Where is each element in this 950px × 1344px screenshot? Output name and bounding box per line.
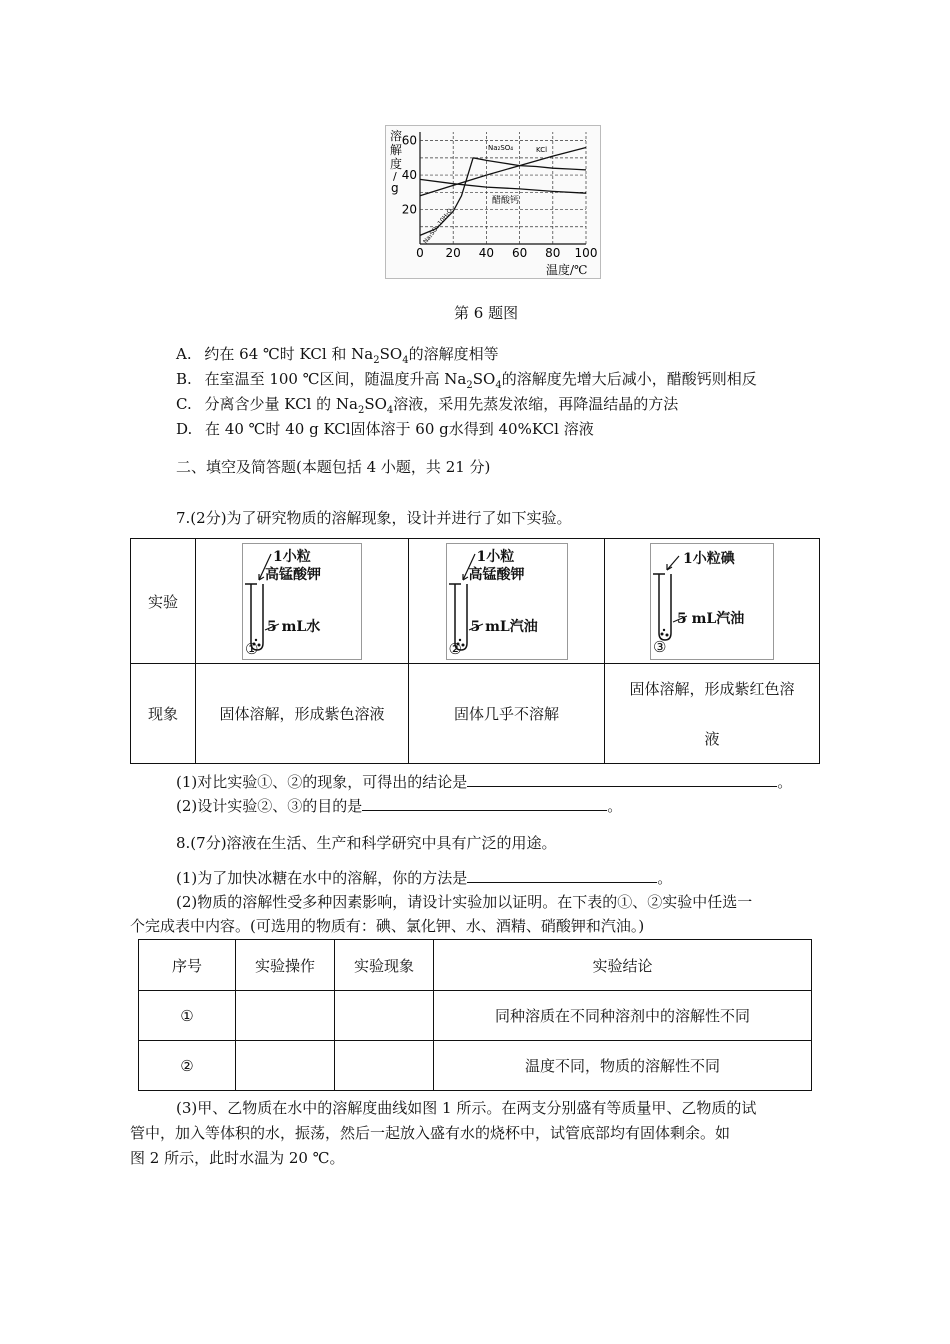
figure-caption: 第 6 题图 xyxy=(454,304,519,322)
q7-tube-3-liquid: 5 mL汽油 xyxy=(677,610,745,627)
option-d-text: 在 40 ℃时 40 g KCl固体溶于 60 g水得到 40%KCl 溶液 xyxy=(205,420,594,438)
x-tick-label: 60 xyxy=(511,246,528,260)
q7-tube-figure-1 xyxy=(242,543,362,660)
option-d xyxy=(176,418,594,439)
q7-sub2 xyxy=(176,795,622,816)
y-tick-label: 40 xyxy=(401,168,417,183)
option-a-letter: A. xyxy=(176,345,192,363)
q8-row-1-phenomenon-cell[interactable] xyxy=(335,991,434,1041)
option-d-letter: D. xyxy=(176,420,193,438)
option-a xyxy=(176,343,499,366)
option-c-sub-2: 4 xyxy=(386,405,394,416)
q8-row-2-phenomenon-cell[interactable] xyxy=(335,1041,434,1091)
y-tick-label: 60 xyxy=(401,133,417,148)
q8-row-2-operation-cell[interactable] xyxy=(236,1041,335,1091)
q7-tube-2-num: ② xyxy=(448,639,462,658)
q7-sub1 xyxy=(176,771,792,792)
q7-tube-cell-3 xyxy=(605,539,820,664)
option-a-sub-1: 2 xyxy=(373,355,380,366)
q8-sub1-prefix: (1)为了加快冰糖在水中的溶解，你的方法是 xyxy=(176,869,468,887)
section-title: 二、填空及简答题(本题包括 4 小题，共 21 分) xyxy=(176,458,491,476)
q7-sub2-suffix: 。 xyxy=(607,797,623,815)
option-c-text-2: SO xyxy=(364,395,387,413)
option-a-text-3: 的溶解度相等 xyxy=(408,345,499,363)
q7-tube-3-num: ③ xyxy=(653,637,667,656)
option-b-text-3: 的溶解度先增大后减小，醋酸钙则相反 xyxy=(501,370,757,388)
q8-header-conclusion: 实验结论 xyxy=(434,940,812,991)
y-axis-label-char-3: / xyxy=(393,170,397,183)
series-line-3 xyxy=(420,179,586,193)
q8-sub2-line-1: (2)物质的溶解性受多种因素影响，请设计实验加以证明。在下表的①、②实验中任选一 xyxy=(176,893,753,911)
q7-row-label-experiment: 实验 xyxy=(131,539,196,664)
q7-row-label-phenomenon: 现象 xyxy=(131,664,196,764)
q7-tube-cell-1 xyxy=(196,539,409,664)
option-b-sub-2: 4 xyxy=(495,380,502,391)
q8-row-1-num: ① xyxy=(139,991,236,1041)
curve-label-na2so4-hydrate: Na₂SO₄·10H₂O xyxy=(422,207,454,246)
q8-sub1 xyxy=(176,867,672,888)
q8-row-2-num: ② xyxy=(139,1041,236,1091)
y-axis-label-char-0: 溶 xyxy=(390,129,403,143)
option-c-letter: C. xyxy=(176,395,192,413)
q8-experiment-table xyxy=(138,939,812,1091)
q8-sub1-answer-blank[interactable] xyxy=(467,868,657,883)
option-c-text-3: 溶液，采用先蒸发浓缩，再降温结晶的方法 xyxy=(393,395,679,413)
option-b-text-2: SO xyxy=(472,370,496,388)
q7-tube-figure-2 xyxy=(446,543,568,660)
q7-sub1-prefix: (1)对比实验①、②的现象，可得出的结论是 xyxy=(176,773,468,791)
q7-phenomenon-1: 固体溶解，形成紫色溶液 xyxy=(196,664,409,764)
q7-sub1-answer-blank[interactable] xyxy=(467,772,777,787)
q8-header-num: 序号 xyxy=(139,940,236,991)
y-axis-label-char-2: 度 xyxy=(390,157,403,171)
option-c-sub-1: 2 xyxy=(357,405,365,416)
q8-row-1-operation-cell[interactable] xyxy=(236,991,335,1041)
q8-sub3-line-1: (3)甲、乙物质在水中的溶解度曲线如图 1 所示。在两支分别盛有等质量甲、乙物质的试 xyxy=(176,1099,757,1117)
q7-phenomenon-3-line-1: 固体溶解，形成紫红色溶 xyxy=(629,679,795,698)
q7-phenomenon-3 xyxy=(605,664,820,764)
q8-sub3-line-2: 管中，加入等体积的水，振荡，然后一起放入盛有水的烧杯中，试管底部均有固体剩余。如 xyxy=(130,1124,731,1142)
q7-stem: 7.(2分)为了研究物质的溶解现象，设计并进行了如下实验。 xyxy=(176,509,572,527)
q7-phenomenon-2: 固体几乎不溶解 xyxy=(409,664,605,764)
option-c-text-1: 分离含少量 KCl 的 Na xyxy=(204,395,358,413)
option-b-text-1: 在室温至 100 ℃区间，随温度升高 Na xyxy=(204,370,467,388)
q7-tube-3-label-1: 1小粒碘 xyxy=(683,550,735,567)
q7-tube-1-label-2: 高锰酸钾 xyxy=(265,566,321,583)
q8-header-phenomenon: 实验现象 xyxy=(335,940,434,991)
solubility-chart-svg xyxy=(386,126,600,278)
q8-stem: 8.(7分)溶液在生活、生产和科学研究中具有广泛的用途。 xyxy=(176,834,557,852)
option-a-sub-2: 4 xyxy=(402,355,409,366)
q7-tube-1-liquid: 5 mL水 xyxy=(267,618,321,635)
q7-tube-cell-2 xyxy=(409,539,605,664)
x-tick-label: 100 xyxy=(574,246,598,260)
x-axis-label: 温度/℃ xyxy=(546,263,588,277)
x-tick-label: 20 xyxy=(445,246,461,260)
option-c xyxy=(176,393,678,416)
q7-sub1-suffix: 。 xyxy=(777,773,793,791)
series-line-1 xyxy=(473,158,586,170)
option-b xyxy=(176,368,757,391)
q7-tube-1-label-1: 1小粒 xyxy=(273,548,311,565)
q7-sub2-answer-blank[interactable] xyxy=(362,796,607,811)
q8-row-1-conclusion: 同种溶质在不同种溶剂中的溶解性不同 xyxy=(434,991,812,1041)
option-a-text-1: 约在 64 ℃时 KCl 和 Na xyxy=(204,345,374,363)
q7-tube-2-label-2: 高锰酸钾 xyxy=(468,566,525,583)
y-tick-label: 20 xyxy=(401,202,417,217)
curve-label-na2so4: Na₂SO₄ xyxy=(488,144,514,152)
curve-label-cacetate: 醋酸钙 xyxy=(492,196,520,206)
option-b-sub-1: 2 xyxy=(466,380,473,391)
q7-tube-2-liquid: 5 mL汽油 xyxy=(470,618,538,635)
x-tick-label: 40 xyxy=(478,246,495,260)
q7-tube-1-num: ① xyxy=(245,639,259,658)
x-tick-label: 80 xyxy=(545,246,561,260)
option-b-letter: B. xyxy=(176,370,192,388)
q8-sub2-line-2: 个完成表中内容。(可选用的物质有：碘、氯化钾、水、酒精、硝酸钾和汽油。) xyxy=(130,917,645,935)
q7-tube-figure-3 xyxy=(650,543,774,660)
q7-sub2-prefix: (2)设计实验②、③的目的是 xyxy=(176,797,363,815)
q8-sub1-suffix: 。 xyxy=(657,869,673,887)
series-line-0 xyxy=(420,158,473,236)
q7-experiment-table xyxy=(130,538,820,764)
q8-row-2-conclusion: 温度不同，物质的溶解性不同 xyxy=(434,1041,812,1091)
solubility-chart-figure xyxy=(385,125,601,279)
q7-tube-2-label-1: 1小粒 xyxy=(476,548,515,565)
y-axis-label-char-4: g xyxy=(391,181,399,195)
option-a-text-2: SO xyxy=(379,345,403,363)
q7-phenomenon-3-line-2: 液 xyxy=(704,729,720,748)
curve-label-kcl: KCl xyxy=(536,146,548,154)
x-tick-label: 0 xyxy=(416,246,424,260)
q8-sub3-line-3: 图 2 所示，此时水温为 20 ℃。 xyxy=(130,1149,345,1167)
y-axis-label-char-1: 解 xyxy=(390,143,403,157)
q8-header-operation: 实验操作 xyxy=(236,940,335,991)
